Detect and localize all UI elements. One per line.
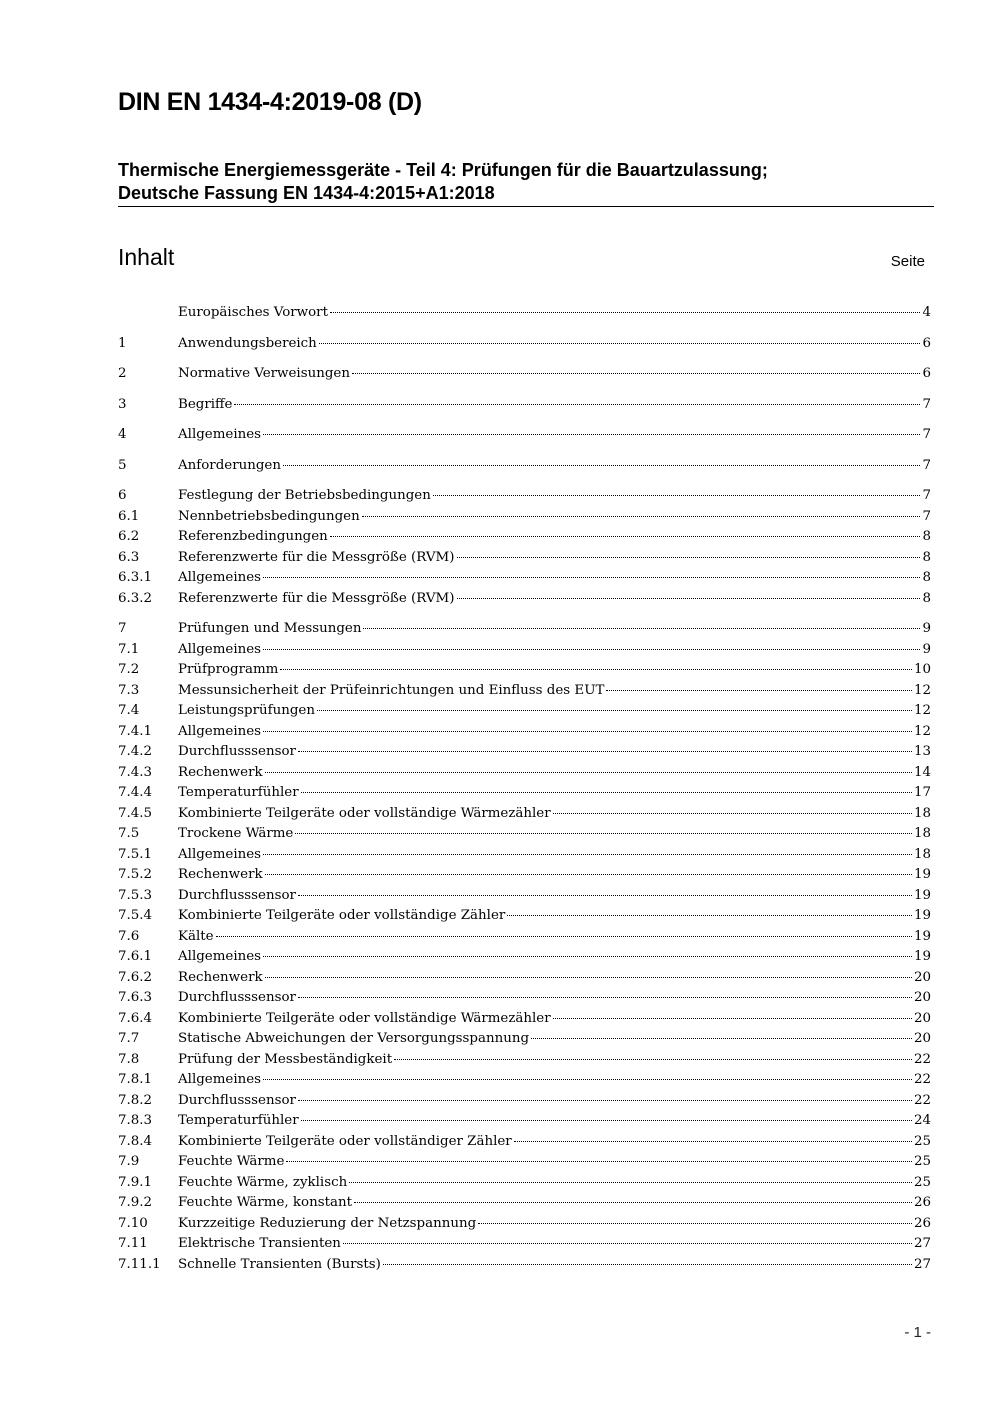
toc-entry-page: 22 (913, 1092, 931, 1108)
toc-entry[interactable] (118, 783, 931, 804)
toc-entry[interactable] (118, 527, 931, 548)
toc-dot-leader (330, 312, 921, 313)
toc-entry-title: Normative Verweisungen (178, 366, 350, 381)
toc-entry[interactable] (118, 1009, 931, 1030)
toc-dot-leader (507, 915, 912, 916)
toc-entry-page: 27 (913, 1256, 931, 1272)
toc-entry-title: Durchflusssensor (178, 990, 296, 1005)
toc-entry[interactable] (118, 804, 931, 825)
toc-entry-title: Begriffe (178, 396, 233, 412)
toc-entry-title: Nennbetriebsbedingungen (178, 508, 360, 524)
toc-entry-title: Referenzwerte für die Messgröße (RVM) (178, 549, 455, 565)
toc-dot-leader (553, 813, 912, 814)
toc-entry-title: Feuchte Wärme, zyklisch (178, 1174, 348, 1190)
toc-entry[interactable] (118, 1255, 931, 1276)
toc-dot-leader (363, 628, 920, 629)
toc-dot-leader (263, 854, 912, 855)
toc-dot-leader (354, 1202, 912, 1203)
toc-dot-leader (295, 833, 912, 834)
toc-entry-title: Europäisches Vorwort (178, 305, 328, 320)
toc-dot-leader (383, 1264, 912, 1265)
toc-entry[interactable] (118, 660, 931, 681)
toc-entry-title: Trockene Wärme (178, 826, 294, 841)
toc-entry-number: 7.5.3 (118, 887, 153, 903)
toc-entry[interactable] (118, 1111, 931, 1132)
toc-dot-leader (263, 577, 920, 578)
toc-entry-title: Allgemeines (178, 949, 262, 964)
toc-entry[interactable] (118, 395, 931, 416)
toc-entry-page: 8 (922, 570, 931, 585)
toc-entry-title: Temperaturfühler (178, 785, 299, 800)
toc-heading: Inhalt (118, 244, 175, 270)
toc-entry-title: Schnelle Transienten (Bursts) (178, 1256, 381, 1272)
toc-dot-leader (298, 1100, 912, 1101)
toc-entry-number: 6.3.1 (118, 570, 153, 585)
toc-dot-leader (234, 404, 920, 405)
toc-entry-page: 18 (913, 846, 931, 862)
toc-entry-number: 7 (118, 621, 127, 636)
toc-entry-number: 7.10 (118, 1215, 148, 1231)
toc-entry-title: Referenzwerte für die Messgröße (RVM) (178, 590, 455, 606)
toc-dot-leader (283, 465, 920, 466)
toc-entry-number: 2 (118, 366, 127, 381)
toc-entry[interactable] (118, 865, 931, 886)
toc-entry[interactable] (118, 456, 931, 477)
toc-dot-leader (280, 669, 912, 670)
toc-dot-leader (349, 1182, 912, 1183)
toc-entry-title: Temperaturfühler (178, 1113, 299, 1128)
toc-entry-title: Durchflusssensor (178, 887, 296, 903)
toc-entry-title: Festlegung der Betriebsbedingungen (178, 488, 431, 503)
toc-entry-number: 7.4.4 (118, 785, 153, 800)
toc-entry[interactable] (118, 486, 931, 507)
toc-entry-number: 7.4.3 (118, 764, 153, 780)
toc-entry-title: Rechenwerk (178, 969, 263, 985)
toc-entry-page: 12 (913, 703, 931, 718)
toc-entry[interactable] (118, 947, 931, 968)
toc-entry-page: 19 (913, 867, 931, 882)
toc-entry-page: 25 (913, 1154, 931, 1169)
toc-entry[interactable] (118, 845, 931, 866)
toc-entry-title: Allgemeines (178, 427, 262, 442)
toc-entry-number: 6.2 (118, 529, 140, 544)
toc-entry-page: 7 (922, 457, 931, 473)
toc-entry-page: 12 (913, 723, 931, 739)
toc-entry[interactable] (118, 334, 931, 355)
toc-entry-page: 9 (922, 621, 931, 636)
toc-entry-title: Allgemeines (178, 846, 262, 862)
toc-entry-page: 7 (922, 488, 931, 503)
toc-entry[interactable] (118, 425, 931, 446)
subtitle-line-1: Thermische Energiemessgeräte - Teil 4: Prüfungen für die Bauartzulassung; (118, 160, 768, 180)
toc-dot-leader (263, 434, 920, 435)
toc-dot-leader (265, 772, 912, 773)
page-number: - 1 - (904, 1324, 931, 1341)
toc-entry-number: 7.9.1 (118, 1174, 153, 1190)
toc-entry-page: 22 (913, 1072, 931, 1087)
toc-entry[interactable] (118, 1214, 931, 1235)
toc-entry[interactable] (118, 1132, 931, 1153)
toc-entry-number: 7.8.4 (118, 1133, 153, 1149)
toc-entry[interactable] (118, 927, 931, 948)
toc-entry-page: 9 (922, 641, 931, 657)
toc-entry-number: 7.8.1 (118, 1072, 153, 1087)
toc-entry-number: 6.3 (118, 549, 140, 565)
toc-entry-number: 7.4.1 (118, 723, 153, 739)
toc-dot-leader (606, 690, 912, 691)
toc-entry-title: Kombinierte Teilgeräte oder vollständige Wärmezähler (178, 805, 551, 821)
toc-entry[interactable] (118, 1091, 931, 1112)
toc-entry-number: 7.6.4 (118, 1010, 153, 1026)
toc-entry[interactable] (118, 763, 931, 784)
toc-entry[interactable] (118, 568, 931, 589)
toc-dot-leader (263, 649, 920, 650)
toc-entry-number: 7.5.2 (118, 867, 153, 882)
toc-dot-leader (553, 1018, 912, 1019)
toc-entry[interactable] (118, 701, 931, 722)
toc-entry-title: Feuchte Wärme (178, 1154, 285, 1169)
toc-entry[interactable] (118, 303, 931, 324)
toc-entry-page: 20 (913, 990, 931, 1005)
toc-entry-page: 7 (922, 508, 931, 524)
toc-dot-leader (216, 936, 912, 937)
toc-entry-number: 7.5.4 (118, 908, 153, 923)
toc-dot-leader (298, 751, 912, 752)
toc-entry-title: Durchflusssensor (178, 744, 296, 759)
toc-entry-title: Messunsicherheit der Prüfeinrichtungen und Einfluss des EUT (178, 682, 605, 698)
toc-entry-title: Elektrische Transienten (178, 1236, 341, 1251)
toc-entry-number: 7.3 (118, 682, 140, 698)
toc-entry[interactable] (118, 886, 931, 907)
document-title: DIN EN 1434-4:2019-08 (D) (118, 88, 422, 116)
toc-entry-number: 7.4.5 (118, 805, 153, 821)
toc-entry-page: 20 (913, 1031, 931, 1046)
toc-entry-number: 7.11.1 (118, 1256, 161, 1272)
toc-dot-leader (265, 874, 912, 875)
toc-dot-leader (343, 1243, 912, 1244)
toc-entry-number: 5 (118, 457, 127, 473)
toc-entry-number: 7.4.2 (118, 744, 153, 759)
toc-entry-title: Prüfprogramm (178, 662, 279, 677)
toc-entry[interactable] (118, 640, 931, 661)
toc-dot-leader (478, 1223, 912, 1224)
toc-entry-number: 7.6.2 (118, 969, 153, 985)
toc-entry-number: 7.5 (118, 826, 140, 841)
toc-entry-page: 20 (913, 969, 931, 985)
toc-dot-leader (298, 997, 912, 998)
toc-entry-number: 7.4 (118, 703, 140, 718)
toc-entry-title: Leistungsprüfungen (178, 703, 315, 718)
toc-entry-title: Feuchte Wärme, konstant (178, 1195, 352, 1210)
toc-dot-leader (330, 536, 921, 537)
title-divider (118, 206, 934, 207)
toc-dot-leader (301, 792, 912, 793)
toc-entry-title: Allgemeines (178, 723, 262, 739)
toc-dot-leader (457, 557, 921, 558)
toc-entry-page: 18 (913, 805, 931, 821)
toc-entry-page: 19 (913, 928, 931, 944)
toc-entry-title: Anforderungen (178, 457, 281, 473)
toc-entry-title: Durchflusssensor (178, 1092, 296, 1108)
toc-dot-leader (263, 1079, 912, 1080)
page-column-label: Seite (890, 253, 925, 270)
toc-entry-number: 7.8.3 (118, 1113, 153, 1128)
toc-entry[interactable] (118, 1029, 931, 1050)
toc-entry[interactable] (118, 507, 931, 528)
toc-dot-leader (317, 710, 912, 711)
toc-dot-leader (319, 343, 921, 344)
toc-entry-page: 4 (922, 305, 931, 320)
toc-entry-title: Allgemeines (178, 570, 262, 585)
toc-entry[interactable] (118, 1070, 931, 1091)
toc-entry-page: 13 (913, 744, 931, 759)
toc-entry-page: 7 (922, 427, 931, 442)
toc-entry-number: 7.6.1 (118, 949, 153, 964)
toc-entry-page: 19 (913, 908, 931, 923)
toc-entry-page: 17 (913, 785, 931, 800)
toc-entry[interactable] (118, 589, 931, 610)
toc-entry-page: 8 (922, 549, 931, 565)
toc-entry-title: Kombinierte Teilgeräte oder vollständiger Zähler (178, 1133, 512, 1149)
toc-dot-leader (531, 1038, 912, 1039)
toc-entry-number: 6 (118, 488, 127, 503)
toc-dot-leader (263, 956, 912, 957)
toc-entry-page: 25 (913, 1174, 931, 1190)
toc-entry-number: 7.8 (118, 1051, 140, 1067)
toc-entry[interactable] (118, 968, 931, 989)
toc-entry-number: 1 (118, 335, 127, 351)
toc-entry[interactable] (118, 548, 931, 569)
toc-entry-page: 22 (913, 1051, 931, 1067)
toc-entry[interactable] (118, 722, 931, 743)
toc-entry-page: 10 (913, 662, 931, 677)
toc-entry-number: 7.5.1 (118, 846, 153, 862)
toc-entry-number: 6.3.2 (118, 590, 153, 606)
toc-entry[interactable] (118, 619, 931, 640)
toc-entry-number: 7.7 (118, 1031, 140, 1046)
toc-dot-leader (514, 1141, 912, 1142)
toc-dot-leader (362, 516, 921, 517)
toc-entry-title: Allgemeines (178, 641, 262, 657)
toc-entry[interactable] (118, 364, 931, 385)
toc-dot-leader (457, 598, 921, 599)
toc-entry-number: 7.6 (118, 928, 140, 944)
toc-dot-leader (433, 495, 921, 496)
toc-entry-title: Anwendungsbereich (178, 335, 317, 351)
toc-entry[interactable] (118, 1050, 931, 1071)
toc-dot-leader (263, 731, 912, 732)
toc-entry-title: Kombinierte Teilgeräte oder vollständige Wärmezähler (178, 1010, 551, 1026)
toc-entry-page: 24 (913, 1113, 931, 1128)
toc-entry-title: Allgemeines (178, 1072, 262, 1087)
toc-entry[interactable] (118, 1193, 931, 1214)
toc-entry[interactable] (118, 681, 931, 702)
toc-entry-page: 8 (922, 590, 931, 606)
toc-dot-leader (298, 895, 912, 896)
toc-entry[interactable] (118, 1173, 931, 1194)
subtitle-line-2: Deutsche Fassung EN 1434-4:2015+A1:2018 (118, 183, 495, 203)
toc-entry-page: 18 (913, 826, 931, 841)
toc-entry[interactable] (118, 742, 931, 763)
toc-entry[interactable] (118, 988, 931, 1009)
toc-entry-number: 7.9 (118, 1154, 140, 1169)
toc-entry-number: 4 (118, 427, 127, 442)
toc-entry-page: 26 (913, 1195, 931, 1210)
toc-entry-number: 7.11 (118, 1236, 148, 1251)
table-of-contents (118, 303, 931, 1275)
toc-dot-leader (286, 1161, 912, 1162)
toc-entry-page: 12 (913, 682, 931, 698)
document-subtitle (118, 159, 934, 205)
toc-entry-title: Prüfungen und Messungen (178, 621, 362, 636)
toc-entry-page: 19 (913, 949, 931, 964)
toc-entry-page: 27 (913, 1236, 931, 1251)
toc-entry-title: Rechenwerk (178, 764, 263, 780)
toc-entry-page: 14 (913, 764, 931, 780)
toc-entry[interactable] (118, 824, 931, 845)
toc-entry-number: 7.1 (118, 641, 140, 657)
toc-entry[interactable] (118, 1152, 931, 1173)
toc-entry-title: Kombinierte Teilgeräte oder vollständige Zähler (178, 908, 506, 923)
toc-entry-title: Kurzzeitige Reduzierung der Netzspannung (178, 1215, 477, 1231)
toc-entry[interactable] (118, 1234, 931, 1255)
toc-entry-title: Rechenwerk (178, 867, 263, 882)
toc-entry-number: 7.2 (118, 662, 140, 677)
toc-entry-number: 7.8.2 (118, 1092, 153, 1108)
toc-entry-page: 25 (913, 1133, 931, 1149)
toc-dot-leader (301, 1120, 912, 1121)
toc-entry-page: 20 (913, 1010, 931, 1026)
toc-entry-page: 8 (922, 529, 931, 544)
toc-entry-title: Statische Abweichungen der Versorgungsspannung (178, 1031, 530, 1046)
toc-entry[interactable] (118, 906, 931, 927)
toc-dot-leader (352, 373, 921, 374)
toc-entry-page: 26 (913, 1215, 931, 1231)
toc-entry-page: 7 (922, 396, 931, 412)
toc-dot-leader (394, 1059, 912, 1060)
toc-entry-title: Kälte (178, 928, 214, 944)
toc-entry-page: 19 (913, 887, 931, 903)
toc-entry-number: 7.6.3 (118, 990, 153, 1005)
toc-entry-page: 6 (922, 335, 931, 351)
toc-entry-title: Prüfung der Messbeständigkeit (178, 1051, 393, 1067)
toc-entry-title: Referenzbedingungen (178, 529, 328, 544)
toc-dot-leader (265, 977, 912, 978)
toc-entry-number: 6.1 (118, 508, 140, 524)
toc-entry-number: 3 (118, 396, 127, 412)
toc-entry-number: 7.9.2 (118, 1195, 153, 1210)
toc-entry-page: 6 (922, 366, 931, 381)
